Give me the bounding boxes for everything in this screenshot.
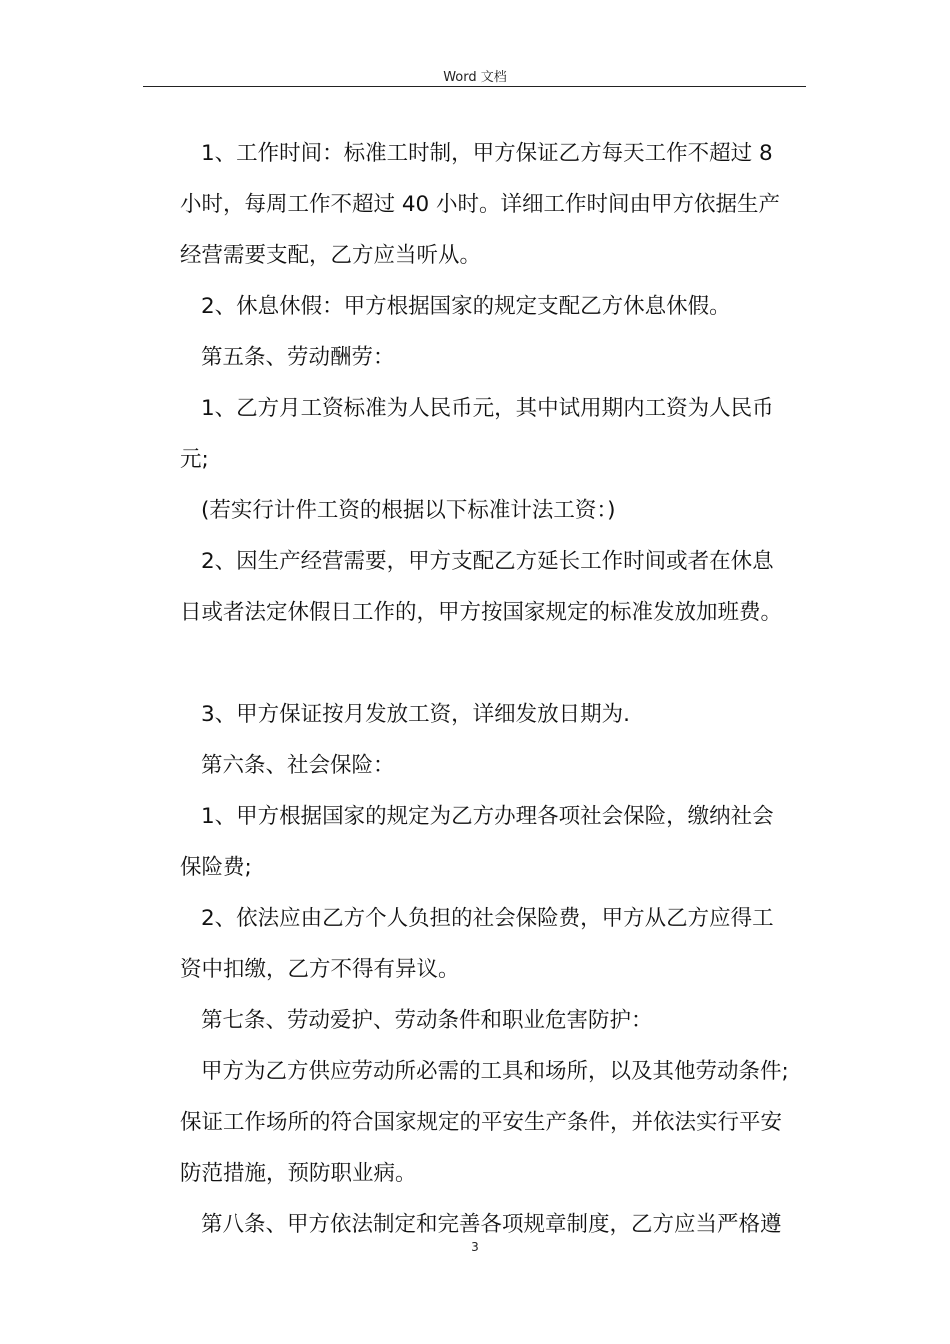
paragraph-line: 2、休息休假：甲方根据国家的规定支配乙方休息休假。: [201, 294, 731, 319]
document-body: [180, 128, 808, 1250]
paragraph-line: 1、乙方月工资标准为人民币元，其中试用期内工资为人民币: [201, 396, 774, 421]
paragraph-line: 保险费;: [180, 855, 252, 880]
paragraph-line: 2、因生产经营需要，甲方支配乙方延长工作时间或者在休息: [201, 549, 774, 574]
paragraph-line: 小时，每周工作不超过 40 小时。详细工作时间由甲方依据生产: [180, 192, 781, 217]
paragraph-line: 元;: [180, 447, 209, 472]
section-heading: 第七条、劳动爱护、劳动条件和职业危害防护：: [201, 1008, 653, 1033]
paragraph-line: 1、甲方根据国家的规定为乙方办理各项社会保险，缴纳社会: [201, 804, 774, 829]
paragraph-line: 防范措施，预防职业病。: [180, 1161, 417, 1186]
page-number: 3: [471, 1240, 479, 1254]
blank-line: [180, 638, 808, 689]
paragraph-line: 2、依法应由乙方个人负担的社会保险费，甲方从乙方应得工: [201, 906, 774, 931]
paragraph-line: 3、甲方保证按月发放工资，详细发放日期为.: [201, 702, 631, 727]
section-heading: 第六条、社会保险：: [201, 753, 395, 778]
paragraph-line: 经营需要支配，乙方应当听从。: [180, 243, 482, 268]
section-heading: 第五条、劳动酬劳：: [201, 345, 395, 370]
paragraph-line: 第八条、甲方依法制定和完善各项规章制度，乙方应当严格遵: [201, 1212, 782, 1237]
header-divider: [143, 86, 806, 87]
paragraph-line: 日或者法定休假日工作的，甲方按国家规定的标准发放加班费。: [180, 600, 783, 625]
paragraph-line: 甲方为乙方供应劳动所必需的工具和场所，以及其他劳动条件;: [201, 1059, 789, 1084]
header-title: Word 文档: [443, 70, 507, 85]
paragraph-line: 保证工作场所的符合国家规定的平安生产条件，并依法实行平安: [180, 1110, 783, 1135]
paragraph-line: 资中扣缴，乙方不得有异议。: [180, 957, 460, 982]
paragraph-line: 1、工作时间：标准工时制，甲方保证乙方每天工作不超过 8: [201, 141, 773, 166]
paragraph-line: (若实行计件工资的根据以下标准计法工资：): [201, 498, 616, 523]
